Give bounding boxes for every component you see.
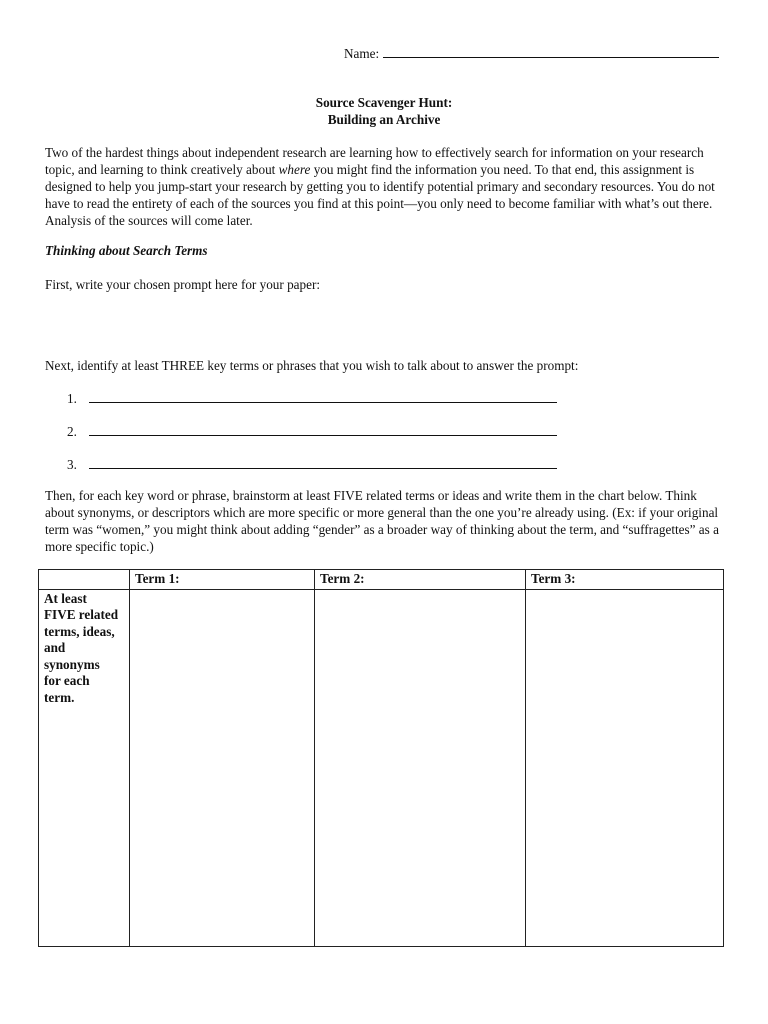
term-1-header: Term 1: [130, 570, 315, 590]
intro-emphasis: where [278, 162, 311, 177]
term-3-header: Term 3: [526, 570, 724, 590]
row-label-related-terms: At least FIVE related terms, ideas, and synonyms for each term. [39, 589, 130, 947]
intro-text-start: Two of the hardest things about independent research are learning how to effectively search for information on your research topic, and learning to think creatively about [45, 145, 704, 177]
brainstorm-instruction: Then, for each key word or phrase, brainstorm at least FIVE related terms or ideas and write them in the chart below. Think about synonyms, or descriptors which are more specific or more general than the one you’re already using. (Ex: if your original term was “women,” you might think about adding “gender” as a broader way of thinking about the term, and “suffragettes” as a more specific topic.) [45, 488, 719, 554]
term-2-header: Term 2: [315, 570, 526, 590]
intro-text-end: you might find the information you need. To that end, this assignment is designed to help you jump-start your research by getting you to identify potential primary and secondary resources. You do not have to read the entirety of each of the sources you find at this point—you only need to become familiar with what’s out there. Analysis of the sources will come later. [45, 162, 715, 228]
key-term-number: 1. [67, 391, 77, 406]
terms-chart-body-row [39, 589, 724, 947]
key-term-blank-line[interactable] [89, 456, 557, 469]
name-field-row [344, 45, 719, 62]
term-2-answer-cell[interactable] [315, 589, 526, 947]
section-heading: Thinking about Search Terms [45, 243, 208, 258]
intro-paragraph [45, 144, 725, 229]
key-term-item [67, 390, 557, 407]
name-blank-line[interactable] [383, 45, 719, 58]
terms-chart [38, 569, 724, 947]
key-term-blank-line[interactable] [89, 423, 557, 436]
key-term-item [67, 423, 557, 440]
document-subtitle: Building an Archive [327, 112, 441, 127]
key-term-item [67, 456, 557, 473]
key-term-number: 2. [67, 424, 77, 439]
document-title: Source Scavenger Hunt: [315, 95, 453, 110]
key-term-blank-line[interactable] [89, 390, 557, 403]
term-1-answer-cell[interactable] [130, 589, 315, 947]
prompt-instruction: First, write your chosen prompt here for your paper: [45, 277, 321, 292]
name-label: Name: [344, 46, 380, 61]
terms-chart-corner-cell [39, 570, 130, 590]
terms-chart-header-row [39, 570, 724, 590]
key-term-number: 3. [67, 457, 77, 472]
key-terms-instruction: Next, identify at least THREE key terms or phrases that you wish to talk about to answer the prompt: [45, 358, 579, 373]
term-3-answer-cell[interactable] [526, 589, 724, 947]
